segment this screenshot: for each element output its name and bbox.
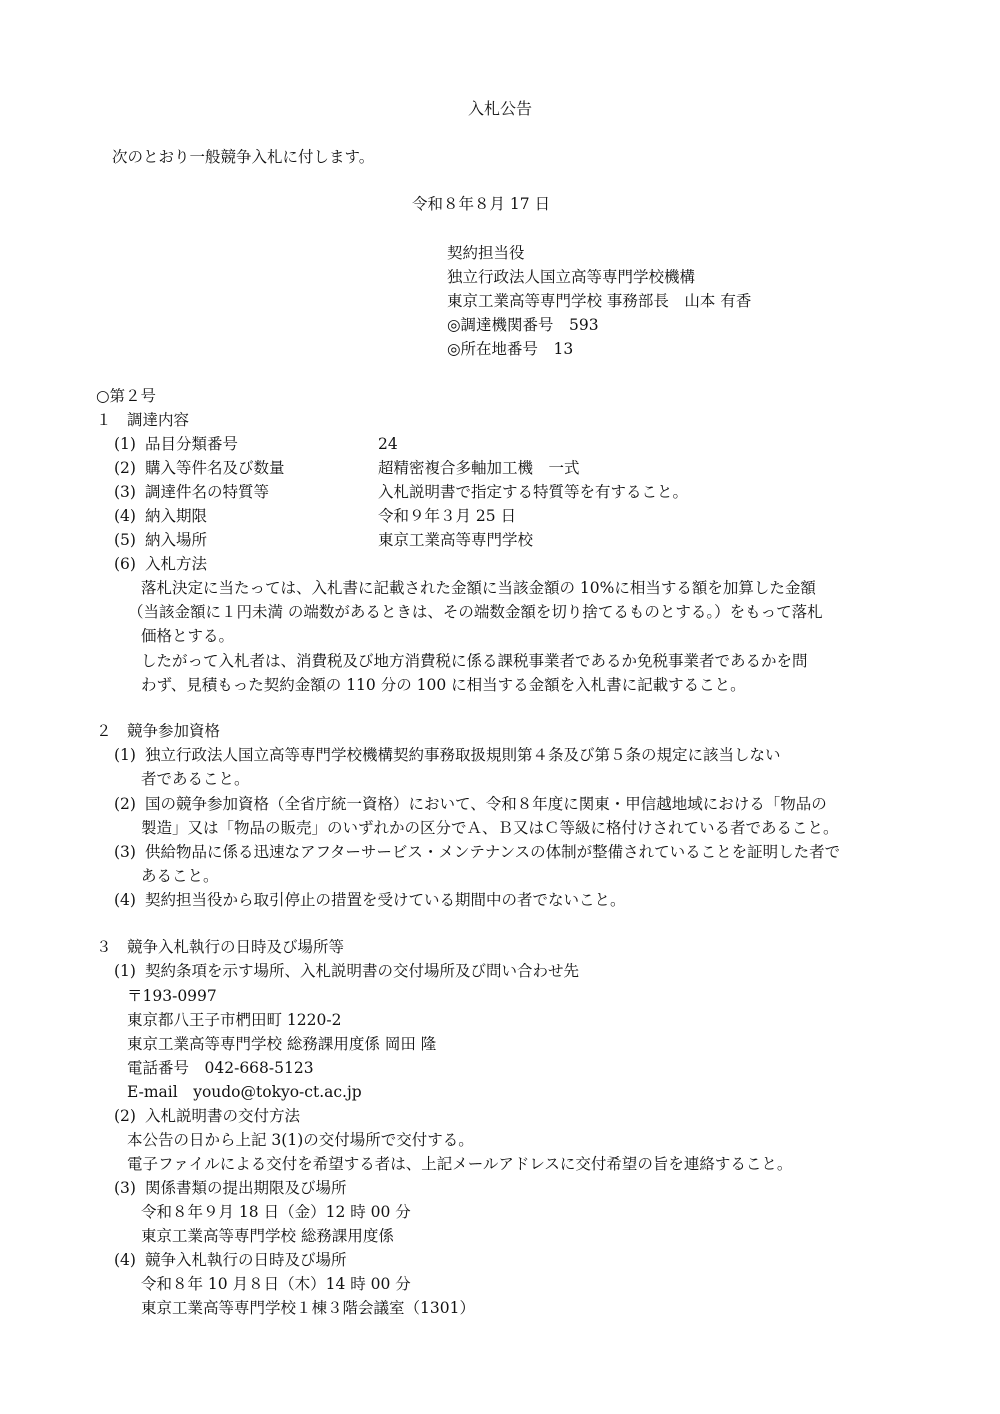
item-title: 競争入札執行の日時及び場所 bbox=[145, 1251, 347, 1269]
item-value: 24 bbox=[378, 435, 398, 453]
item-number: (1) bbox=[114, 746, 136, 764]
notice-number: ○第２号 bbox=[96, 387, 157, 405]
item-text-line: 供給物品に係る迅速なアフターサービス・メンテナンスの体制が整備されていることを証明した者で bbox=[145, 843, 841, 861]
item-number: (2) bbox=[114, 1107, 136, 1125]
item-label: 品目分類番号 bbox=[145, 435, 239, 453]
item-number: (5) bbox=[114, 531, 136, 549]
issuer-org: 独立行政法人国立高等専門学校機構 bbox=[447, 268, 696, 286]
issuer-person: 東京工業高等専門学校 事務部長 山本 有香 bbox=[447, 292, 752, 310]
item-text-line: 国の競争参加資格（全省庁統一資格）において、令和８年度に関東・甲信越地域における「物品の bbox=[145, 795, 827, 813]
item-title: 契約条項を示す場所、入札説明書の交付場所及び問い合わせ先 bbox=[145, 962, 580, 980]
item-number: (2) bbox=[114, 459, 136, 477]
postal-code: 〒193-0997 bbox=[127, 987, 217, 1005]
item-label: 購入等件名及び数量 bbox=[145, 459, 285, 477]
item-number: (3) bbox=[114, 1179, 136, 1197]
item-value: 令和９年３月 25 日 bbox=[378, 507, 517, 525]
item-label: 納入場所 bbox=[145, 531, 208, 549]
item-number: (6) bbox=[114, 555, 136, 573]
item-text-line: あること。 bbox=[141, 867, 219, 885]
item-number: (4) bbox=[114, 1251, 136, 1269]
item-text-line: 本公告の日から上記 3(1)の交付場所で交付する。 bbox=[127, 1131, 474, 1149]
item-text-line: 電子ファイルによる交付を希望する者は、上記メールアドレスに交付希望の旨を連絡すること。 bbox=[127, 1155, 793, 1173]
address: 東京都八王子市椚田町 1220-2 bbox=[127, 1011, 342, 1029]
item-text-line: 独立行政法人国立高等専門学校機構契約事務取扱規則第４条及び第５条の規定に該当しない bbox=[145, 746, 781, 764]
item-number: (3) bbox=[114, 483, 136, 501]
method-line: したがって入札者は、消費税及び地方消費税に係る課税事業者であるか免税事業者であるかを問 bbox=[141, 652, 808, 670]
item-text-line: 者であること。 bbox=[141, 770, 250, 788]
issuer-role: 契約担当役 bbox=[447, 244, 525, 262]
item-title: 入札説明書の交付方法 bbox=[145, 1107, 301, 1125]
item-number: (4) bbox=[114, 507, 136, 525]
notice-date: 令和８年８月 17 日 bbox=[412, 195, 551, 213]
item-number: (4) bbox=[114, 891, 136, 909]
submission-place: 東京工業高等専門学校 総務課用度係 bbox=[141, 1227, 394, 1245]
method-line: 価格とする。 bbox=[141, 627, 235, 645]
location-code: ◎所在地番号 13 bbox=[447, 340, 574, 358]
item-title: 関係書類の提出期限及び場所 bbox=[145, 1179, 347, 1197]
method-line: （当該金額に１円未満 の端数があるときは、その端数金額を切り捨てるものとする。）をもって落札 bbox=[128, 603, 823, 621]
bid-place: 東京工業高等専門学校１棟３階会議室（1301） bbox=[141, 1299, 475, 1317]
item-text-line: 製造」又は「物品の販売」のいずれかの区分でＡ、Ｂ又はＣ等級に格付けされている者であること。 bbox=[141, 819, 839, 837]
item-label: 調達件名の特質等 bbox=[145, 483, 270, 501]
item-number: (1) bbox=[114, 962, 136, 980]
item-number: (3) bbox=[114, 843, 136, 861]
method-line: わず、見積もった契約金額の 110 分の 100 に相当する金額を入札書に記載すること。 bbox=[141, 676, 746, 694]
document-title: 入札公告 bbox=[467, 99, 532, 118]
item-value: 入札説明書で指定する特質等を有すること。 bbox=[378, 483, 689, 501]
intro-text: 次のとおり一般競争入札に付します。 bbox=[112, 148, 375, 166]
agency-code: ◎調達機関番号 593 bbox=[447, 316, 599, 334]
email-address: E-mail youdo@tokyo-ct.ac.jp bbox=[127, 1083, 362, 1101]
item-text-line: 契約担当役から取引停止の措置を受けている期間中の者でないこと。 bbox=[145, 891, 626, 909]
item-number: (2) bbox=[114, 795, 136, 813]
deadline-datetime: 令和８年９月 18 日（金）12 時 00 分 bbox=[141, 1203, 411, 1221]
item-value: 東京工業高等専門学校 bbox=[378, 531, 534, 549]
phone-number: 電話番号 042-668-5123 bbox=[127, 1059, 314, 1077]
item-number: (1) bbox=[114, 435, 136, 453]
item-value: 超精密複合多軸加工機 一式 bbox=[378, 459, 580, 477]
section2-heading: ２ 競争参加資格 bbox=[96, 722, 221, 740]
item-label: 納入期限 bbox=[145, 507, 208, 525]
section1-heading: １ 調達内容 bbox=[96, 411, 190, 429]
bid-datetime: 令和８年 10 月８日（木）14 時 00 分 bbox=[141, 1275, 411, 1293]
contact-person: 東京工業高等専門学校 総務課用度係 岡田 隆 bbox=[127, 1035, 437, 1053]
method-line: 落札決定に当たっては、入札書に記載された金額に当該金額の 10%に相当する額を加算した金額 bbox=[141, 579, 816, 597]
item-label: 入札方法 bbox=[145, 555, 208, 573]
section3-heading: ３ 競争入札執行の日時及び場所等 bbox=[96, 938, 345, 956]
